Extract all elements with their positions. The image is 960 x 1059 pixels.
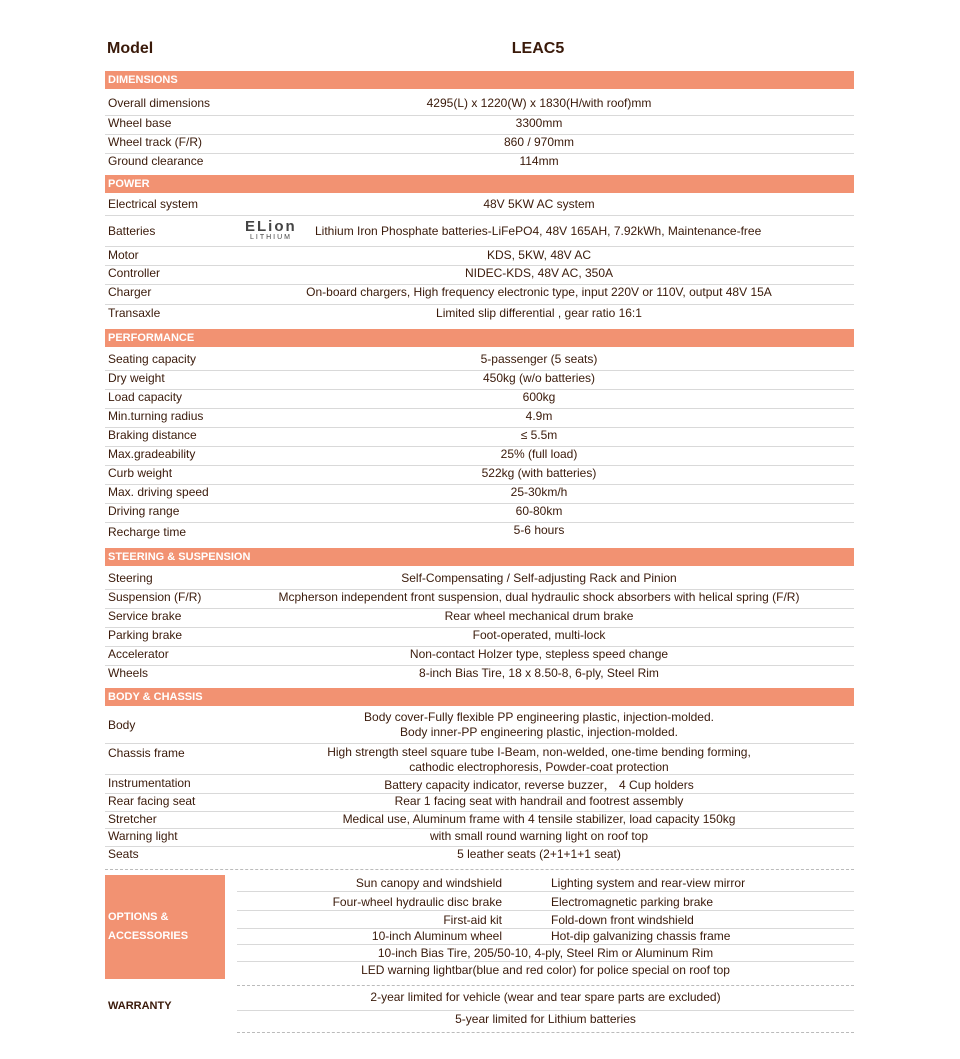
option-item: Electromagnetic parking brake	[551, 895, 714, 909]
spec-key: Driving range	[108, 504, 180, 518]
spec-value: 450kg (w/o batteries)	[482, 371, 596, 385]
spec-value: Lithium Iron Phosphate batteries-LiFePO4, 48V 165AH, 7.92kWh, Maintenance-free	[315, 224, 762, 238]
spec-row	[105, 794, 854, 812]
options-header	[105, 875, 225, 979]
model-row	[105, 40, 854, 60]
spec-value: Rear 1 facing seat with handrail and footrest assembly	[394, 794, 684, 808]
divider	[105, 869, 854, 870]
spec-key: Overall dimensions	[108, 96, 211, 110]
spec-row	[105, 390, 854, 409]
spec-row	[105, 504, 854, 523]
spec-row	[105, 409, 854, 428]
spec-value: 5-6 hours	[513, 523, 565, 537]
spec-key: Seating capacity	[108, 352, 197, 366]
spec-key: Recharge time	[108, 525, 187, 539]
spec-value: with small round warning light on roof top	[429, 829, 649, 843]
spec-value	[105, 710, 960, 740]
spec-row	[105, 266, 854, 285]
spec-row	[105, 96, 854, 116]
option-row	[237, 928, 854, 945]
spec-row	[105, 466, 854, 485]
spec-row	[105, 847, 854, 865]
option-row	[237, 912, 854, 929]
spec-value: 3300mm	[515, 116, 563, 130]
spec-value: KDS, 5KW, 48V AC	[486, 248, 592, 262]
warranty-row: 2-year limited for vehicle (wear and tear spare parts are excluded)	[237, 990, 854, 1011]
section-header-dimensions: DIMENSIONS	[105, 71, 854, 89]
spec-value: Non-contact Holzer type, stepless speed change	[409, 647, 669, 661]
logo-subtext: LITHIUM	[250, 234, 292, 241]
spec-value-line: Body inner-PP engineering plastic, injection-molded.	[400, 725, 678, 739]
spec-key: Warning light	[108, 829, 178, 843]
model-label: Model	[107, 40, 154, 57]
spec-row	[105, 485, 854, 504]
option-item: Lighting system and rear-view mirror	[551, 876, 746, 890]
spec-value: 25% (full load)	[500, 447, 578, 461]
spec-key: Seats	[108, 847, 139, 861]
option-item: Four-wheel hydraulic disc brake	[332, 895, 502, 909]
spec-row	[105, 776, 854, 794]
option-row	[237, 962, 854, 986]
spec-value: 60-80km	[515, 504, 563, 518]
warranty-row: 5-year limited for Lithium batteries	[237, 1012, 854, 1033]
spec-row	[105, 666, 854, 685]
spec-key: Wheel track (F/R)	[108, 135, 203, 149]
spec-row	[105, 609, 854, 628]
spec-row	[105, 590, 854, 609]
spec-value: ≤ 5.5m	[520, 428, 558, 442]
spec-row	[105, 628, 854, 647]
spec-key: Parking brake	[108, 628, 183, 642]
spec-row-batteries	[105, 216, 854, 247]
spec-key: Stretcher	[108, 812, 157, 826]
options-title-line2: ACCESSORIES	[108, 930, 189, 942]
option-item: Fold-down front windshield	[551, 913, 694, 927]
spec-key: Chassis frame	[108, 746, 185, 760]
spec-row	[105, 248, 854, 266]
spec-value	[105, 745, 960, 775]
spec-key: Batteries	[108, 224, 156, 238]
spec-row	[105, 525, 854, 545]
spec-row	[105, 829, 854, 847]
spec-value: 4.9m	[525, 409, 553, 423]
section-header-performance: PERFORMANCE	[105, 329, 854, 347]
spec-value: 522kg (with batteries)	[481, 466, 597, 480]
spec-key: Controller	[108, 266, 161, 280]
option-item: Sun canopy and windshield	[355, 876, 502, 890]
spec-row	[105, 744, 854, 775]
spec-value: 25-30km/h	[510, 485, 568, 499]
option-row	[237, 894, 854, 911]
spec-row	[105, 154, 854, 173]
spec-key: Wheel base	[108, 116, 172, 130]
spec-value: NIDEC-KDS, 48V AC, 350A	[464, 266, 614, 280]
spec-value: Battery capacity indicator, reverse buzzer， 4 Cup holders	[384, 778, 694, 792]
spec-key: Suspension (F/R)	[108, 590, 202, 604]
spec-value: 5 leather seats (2+1+1+1 seat)	[457, 847, 621, 861]
spec-row	[105, 352, 854, 371]
section-header-power: POWER	[105, 175, 854, 193]
model-value: LEAC5	[511, 40, 565, 57]
option-item: 10-inch Bias Tire, 205/50-10, 4-ply, Steel Rim or Aluminum Rim	[377, 946, 714, 960]
spec-key: Dry weight	[108, 371, 165, 385]
spec-value: 600kg	[522, 390, 556, 404]
spec-value: Self-Compensating / Self-adjusting Rack and Pinion	[401, 571, 677, 585]
spec-row	[105, 571, 854, 590]
spec-key: Rear facing seat	[108, 794, 196, 808]
spec-value-line: cathodic electrophoresis, Powder-coat protection	[409, 760, 669, 774]
spec-key: Steering	[108, 571, 153, 585]
warranty-title: WARRANTY	[108, 1000, 172, 1012]
option-item: First-aid kit	[443, 913, 502, 927]
spec-value: Rear wheel mechanical drum brake	[444, 609, 634, 623]
spec-value: 5-passenger (5 seats)	[480, 352, 598, 366]
spec-key: Load capacity	[108, 390, 183, 404]
spec-value: Medical use, Aluminum frame with 4 tensile stabilizer, load capacity 150kg	[342, 812, 736, 826]
option-item: Hot-dip galvanizing chassis frame	[551, 929, 731, 943]
spec-row	[105, 371, 854, 390]
spec-value: Mcpherson independent front suspension, dual hydraulic shock absorbers with helical spring (F/R)	[278, 590, 800, 604]
spec-row	[105, 306, 854, 326]
spec-key: Transaxle	[108, 306, 161, 320]
spec-row	[105, 709, 854, 744]
spec-key: Instrumentation	[108, 776, 191, 790]
spec-key: Max. driving speed	[108, 485, 209, 499]
spec-key: Min.turning radius	[108, 409, 204, 423]
section-header-steering: STEERING & SUSPENSION	[105, 548, 854, 566]
option-row	[237, 945, 854, 962]
spec-value-line: Body cover-Fully flexible PP engineering plastic, injection-molded.	[364, 710, 714, 724]
spec-value: 48V 5KW AC system	[483, 197, 595, 211]
spec-key: Body	[108, 718, 136, 732]
spec-key: Electrical system	[108, 197, 199, 211]
spec-key: Charger	[108, 285, 152, 299]
spec-value: On-board chargers, High frequency electronic type, input 220V or 110V, output 48V 15A	[306, 285, 772, 299]
spec-value: 8-inch Bias Tire, 18 x 8.50-8, 6-ply, Steel Rim	[419, 666, 659, 680]
spec-value: Foot-operated, multi-lock	[472, 628, 606, 642]
option-item: 10-inch Aluminum wheel	[371, 929, 502, 943]
spec-key: Curb weight	[108, 466, 173, 480]
spec-value: 4295(L) x 1220(W) x 1830(H/with roof)mm	[426, 96, 652, 110]
section-header-body: BODY & CHASSIS	[105, 688, 854, 706]
spec-key: Braking distance	[108, 428, 197, 442]
spec-value: Limited slip differential , gear ratio 16:1	[436, 306, 642, 320]
option-item: LED warning lightbar(blue and red color) for police special on roof top	[361, 963, 730, 977]
spec-value-line: High strength steel square tube I-Beam, non-welded, one-time bending forming,	[327, 745, 751, 759]
spec-key: Max.gradeability	[108, 447, 196, 461]
logo-wordmark: ELion	[245, 218, 297, 235]
spec-row	[105, 447, 854, 466]
elion-lithium-logo	[245, 220, 301, 242]
spec-row	[105, 812, 854, 829]
spec-key: Wheels	[108, 666, 149, 680]
spec-row	[105, 285, 854, 305]
spec-row	[105, 135, 854, 154]
spec-row	[105, 197, 854, 216]
spec-key: Service brake	[108, 609, 182, 623]
option-row	[237, 875, 854, 892]
spec-value: 860 / 970mm	[503, 135, 575, 149]
spec-key: Motor	[108, 248, 139, 262]
spec-row	[105, 647, 854, 666]
spec-key: Ground clearance	[108, 154, 204, 168]
spec-row	[105, 428, 854, 447]
options-title-line1: OPTIONS &	[108, 911, 169, 923]
spec-key: Accelerator	[108, 647, 169, 661]
spec-value: 114mm	[519, 154, 559, 168]
spec-row	[105, 116, 854, 135]
